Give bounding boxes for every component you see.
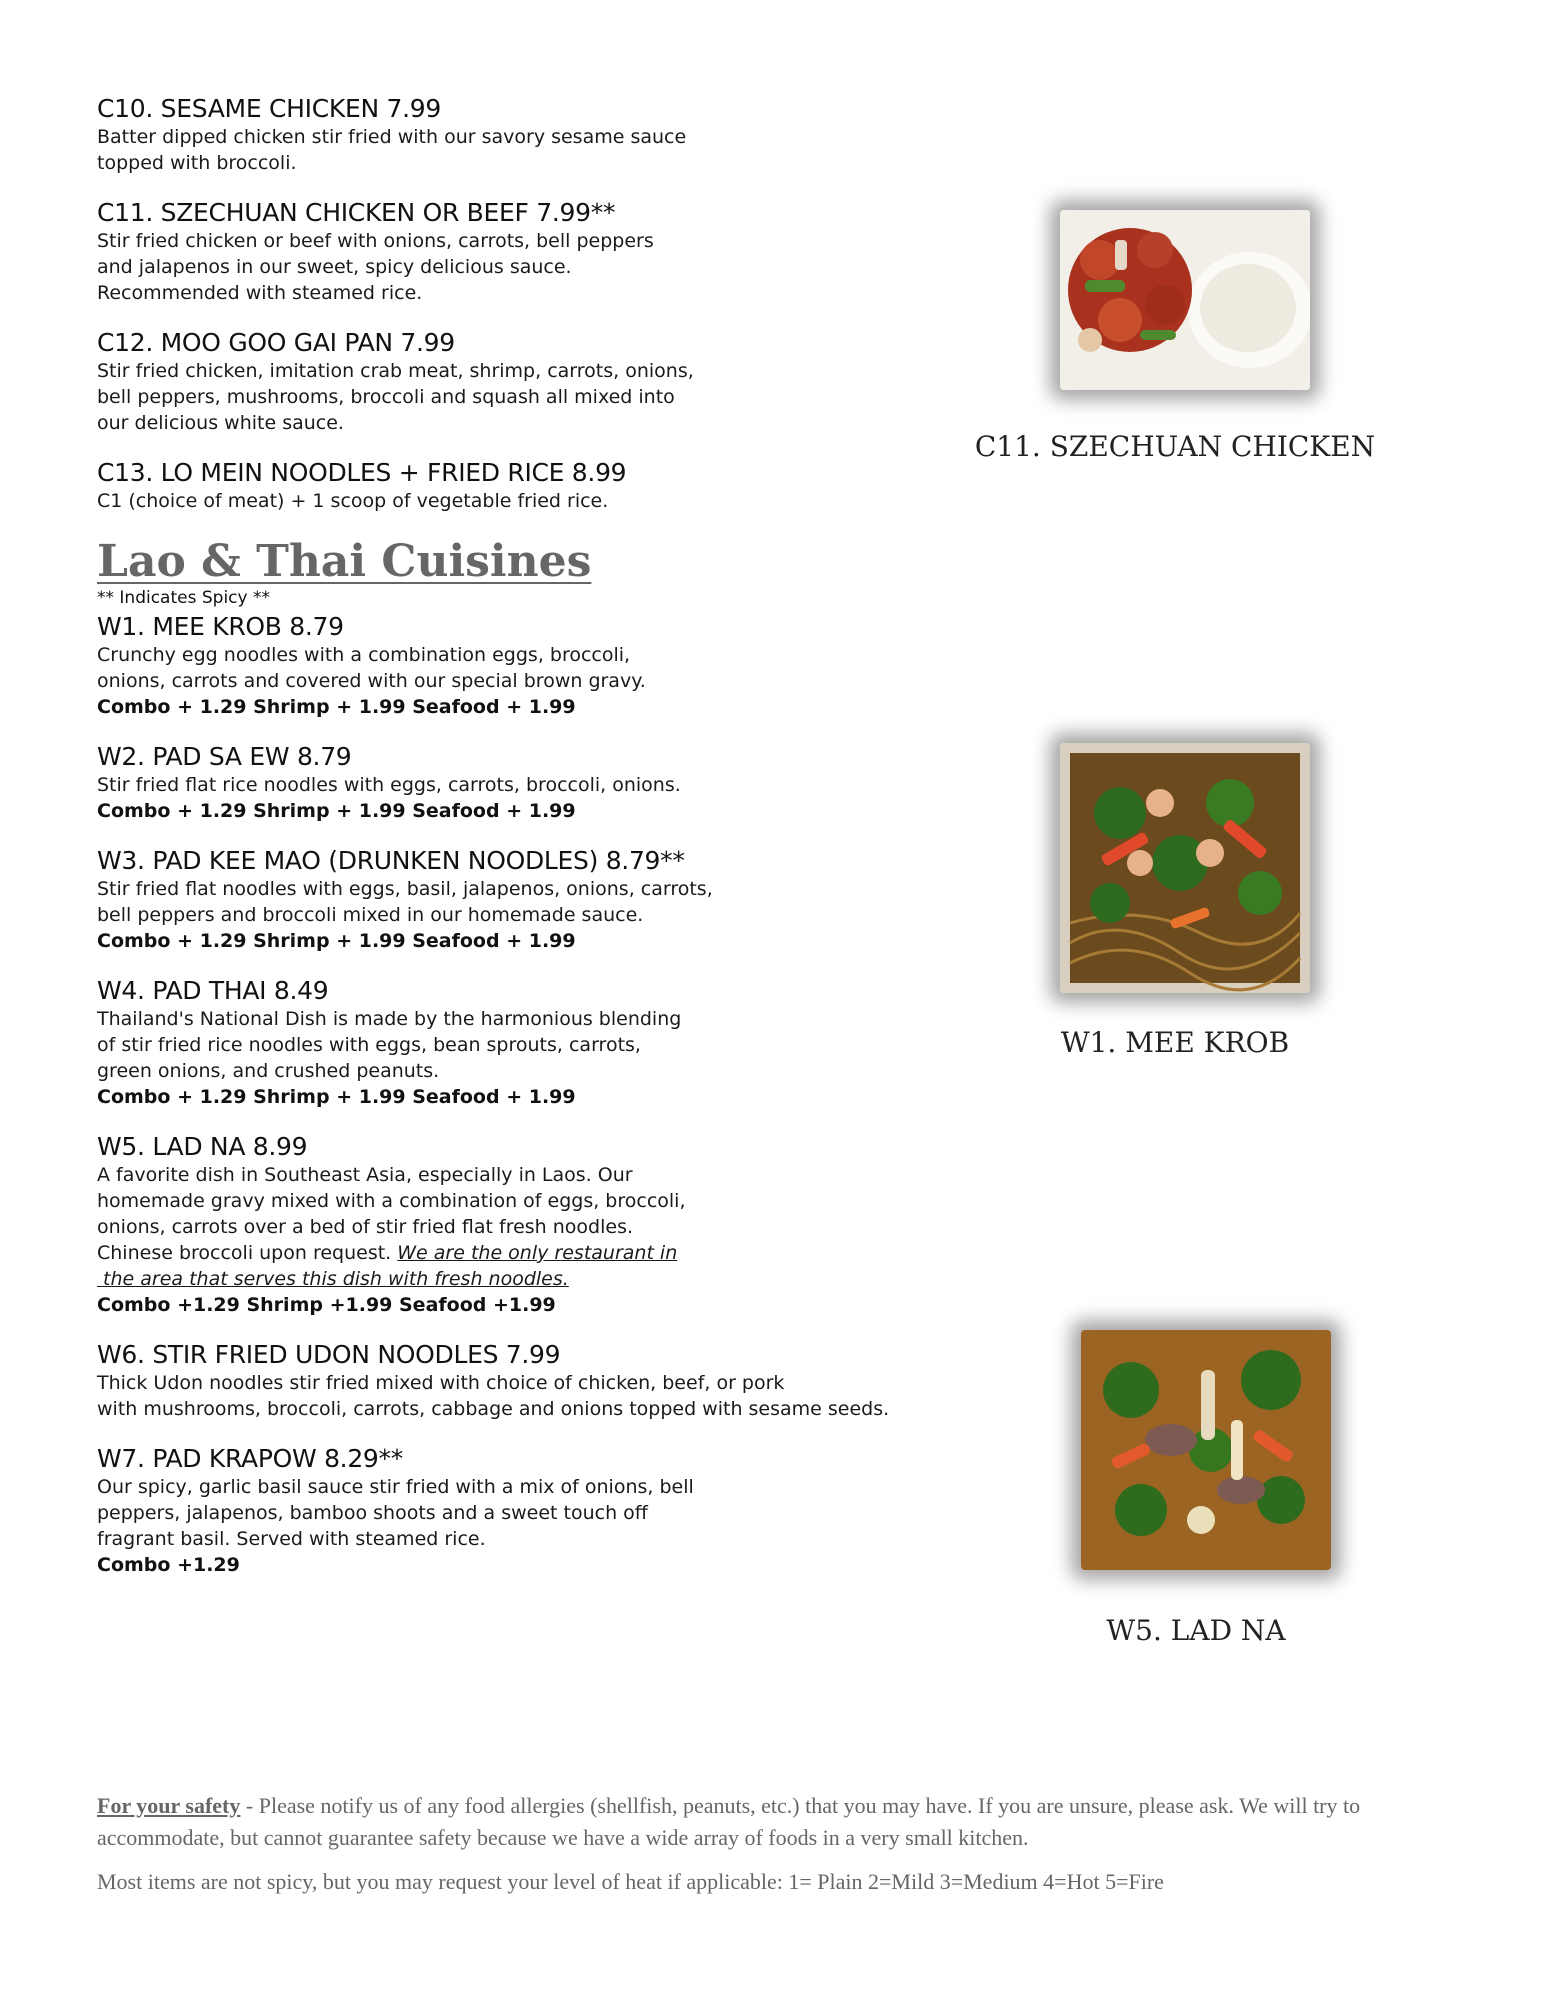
item-desc-line: A favorite dish in Southeast Asia, especially in Laos. Our — [97, 1164, 633, 1186]
szechuan-chicken-photo — [1060, 210, 1310, 390]
item-addons: Combo + 1.29 Shrimp + 1.99 Seafood + 1.99 — [97, 800, 576, 822]
item-desc-line: onions, carrots and covered with our special brown gravy. — [97, 670, 646, 692]
item-title: C12. MOO GOO GAI PAN 7.99 — [97, 328, 455, 357]
item-desc-line: Recommended with steamed rice. — [97, 282, 423, 304]
item-desc-line: C1 (choice of meat) + 1 scoop of vegetable fried rice. — [97, 490, 609, 512]
menu-item — [97, 328, 1017, 436]
item-desc-line: topped with broccoli. — [97, 152, 297, 174]
photo-caption: W5. LAD NA — [1106, 1614, 1286, 1647]
safety-notice — [97, 1790, 1437, 1854]
item-desc-text: Chinese broccoli upon request. — [97, 1242, 398, 1264]
chinese-items — [97, 94, 1017, 514]
lao-items — [97, 612, 1017, 1110]
photo-caption: C11. SZECHUAN CHICKEN — [974, 430, 1376, 463]
menu-column — [97, 94, 1017, 1600]
item-desc-line: Our spicy, garlic basil sauce stir fried with a mix of onions, bell — [97, 1476, 694, 1498]
item-title: C13. LO MEIN NOODLES + FRIED RICE 8.99 — [97, 458, 627, 487]
menu-item — [97, 94, 1017, 176]
item-desc-line: and jalapenos in our sweet, spicy delicious sauce. — [97, 256, 572, 278]
fresh-noodles-highlight: We are the only restaurant in — [397, 1242, 678, 1264]
item-desc-line — [97, 1266, 1017, 1292]
item-title: W4. PAD THAI 8.49 — [97, 976, 329, 1005]
item-desc-line: onions, carrots over a bed of stir fried flat fresh noodles. — [97, 1216, 634, 1238]
item-desc-line: bell peppers and broccoli mixed in our homemade sauce. — [97, 904, 644, 926]
item-title: W5. LAD NA 8.99 — [97, 1132, 308, 1161]
menu-item — [97, 198, 1017, 306]
item-desc-line: of stir fried rice noodles with eggs, bean sprouts, carrots, — [97, 1034, 641, 1056]
menu-item — [97, 976, 1017, 1110]
item-addons: Combo + 1.29 Shrimp + 1.99 Seafood + 1.99 — [97, 930, 576, 952]
item-title: W2. PAD SA EW 8.79 — [97, 742, 352, 771]
item-title: C11. SZECHUAN CHICKEN OR BEEF 7.99** — [97, 198, 616, 227]
item-desc-line: Stir fried chicken or beef with onions, carrots, bell peppers — [97, 230, 654, 252]
item-addons: Combo +1.29 Shrimp +1.99 Seafood +1.99 — [97, 1294, 556, 1316]
item-desc-line: Thick Udon noodles stir fried mixed with choice of chicken, beef, or pork — [97, 1372, 785, 1394]
item-addons: Combo + 1.29 Shrimp + 1.99 Seafood + 1.99 — [97, 1086, 576, 1108]
menu-item-w5 — [97, 1132, 1017, 1318]
menu-item — [97, 458, 1017, 514]
item-title: C10. SESAME CHICKEN 7.99 — [97, 94, 441, 123]
heat-level-note: Most items are not spicy, but you may request your level of heat if applicable: 1= Plain 2=Mild 3=Medium 4=Hot 5=Fire — [97, 1869, 1164, 1894]
photo-caption: W1. MEE KROB — [1060, 1026, 1290, 1059]
item-title: W1. MEE KROB 8.79 — [97, 612, 344, 641]
item-title: W7. PAD KRAPOW 8.29** — [97, 1444, 403, 1473]
item-addons: Combo +1.29 — [97, 1554, 240, 1576]
item-desc-line: Stir fried flat rice noodles with eggs, carrots, broccoli, onions. — [97, 774, 681, 796]
spicy-note: ** Indicates Spicy ** — [97, 588, 270, 608]
item-desc-line: bell peppers, mushrooms, broccoli and squash all mixed into — [97, 386, 675, 408]
section-title: Lao & Thai Cuisines — [97, 536, 592, 587]
safety-text: - Please notify us of any food allergies (shellfish, peanuts, etc.) that you may have. If you are unsure, please ask. We will try to accommodate, but cannot guarantee safety because we have a wide array of foods in a very small kitchen. — [97, 1793, 1361, 1850]
footer — [97, 1790, 1437, 1910]
item-desc-line: Batter dipped chicken stir fried with our savory sesame sauce — [97, 126, 687, 148]
menu-item — [97, 846, 1017, 954]
item-desc-line: green onions, and crushed peanuts. — [97, 1060, 440, 1082]
item-desc-line — [97, 1240, 1017, 1266]
item-desc-line: with mushrooms, broccoli, carrots, cabbage and onions topped with sesame seeds. — [97, 1398, 890, 1420]
fresh-noodles-highlight: the area that serves this dish with fresh noodles. — [97, 1268, 569, 1290]
item-title: W6. STIR FRIED UDON NOODLES 7.99 — [97, 1340, 561, 1369]
menu-item — [97, 742, 1017, 824]
item-desc-line: homemade gravy mixed with a combination of eggs, broccoli, — [97, 1190, 686, 1212]
item-desc-line: Crunchy egg noodles with a combination eggs, broccoli, — [97, 644, 631, 666]
item-desc-line: Stir fried chicken, imitation crab meat, shrimp, carrots, onions, — [97, 360, 694, 382]
item-desc-line: our delicious white sauce. — [97, 412, 344, 434]
mee-krob-photo — [1060, 743, 1310, 993]
item-addons: Combo + 1.29 Shrimp + 1.99 Seafood + 1.99 — [97, 696, 576, 718]
item-desc-line: Stir fried flat noodles with eggs, basil, jalapenos, onions, carrots, — [97, 878, 713, 900]
menu-item — [97, 612, 1017, 720]
item-desc-line: fragrant basil. Served with steamed rice. — [97, 1528, 486, 1550]
menu-item — [97, 1340, 1017, 1422]
item-desc-line: peppers, jalapenos, bamboo shoots and a sweet touch off — [97, 1502, 648, 1524]
menu-item — [97, 1444, 1017, 1578]
item-desc-line: Thailand's National Dish is made by the harmonious blending — [97, 1008, 682, 1030]
lad-na-photo — [1081, 1330, 1331, 1570]
item-title: W3. PAD KEE MAO (DRUNKEN NOODLES) 8.79** — [97, 846, 685, 875]
lao-items-2 — [97, 1340, 1017, 1578]
safety-label: For your safety — [97, 1793, 241, 1818]
